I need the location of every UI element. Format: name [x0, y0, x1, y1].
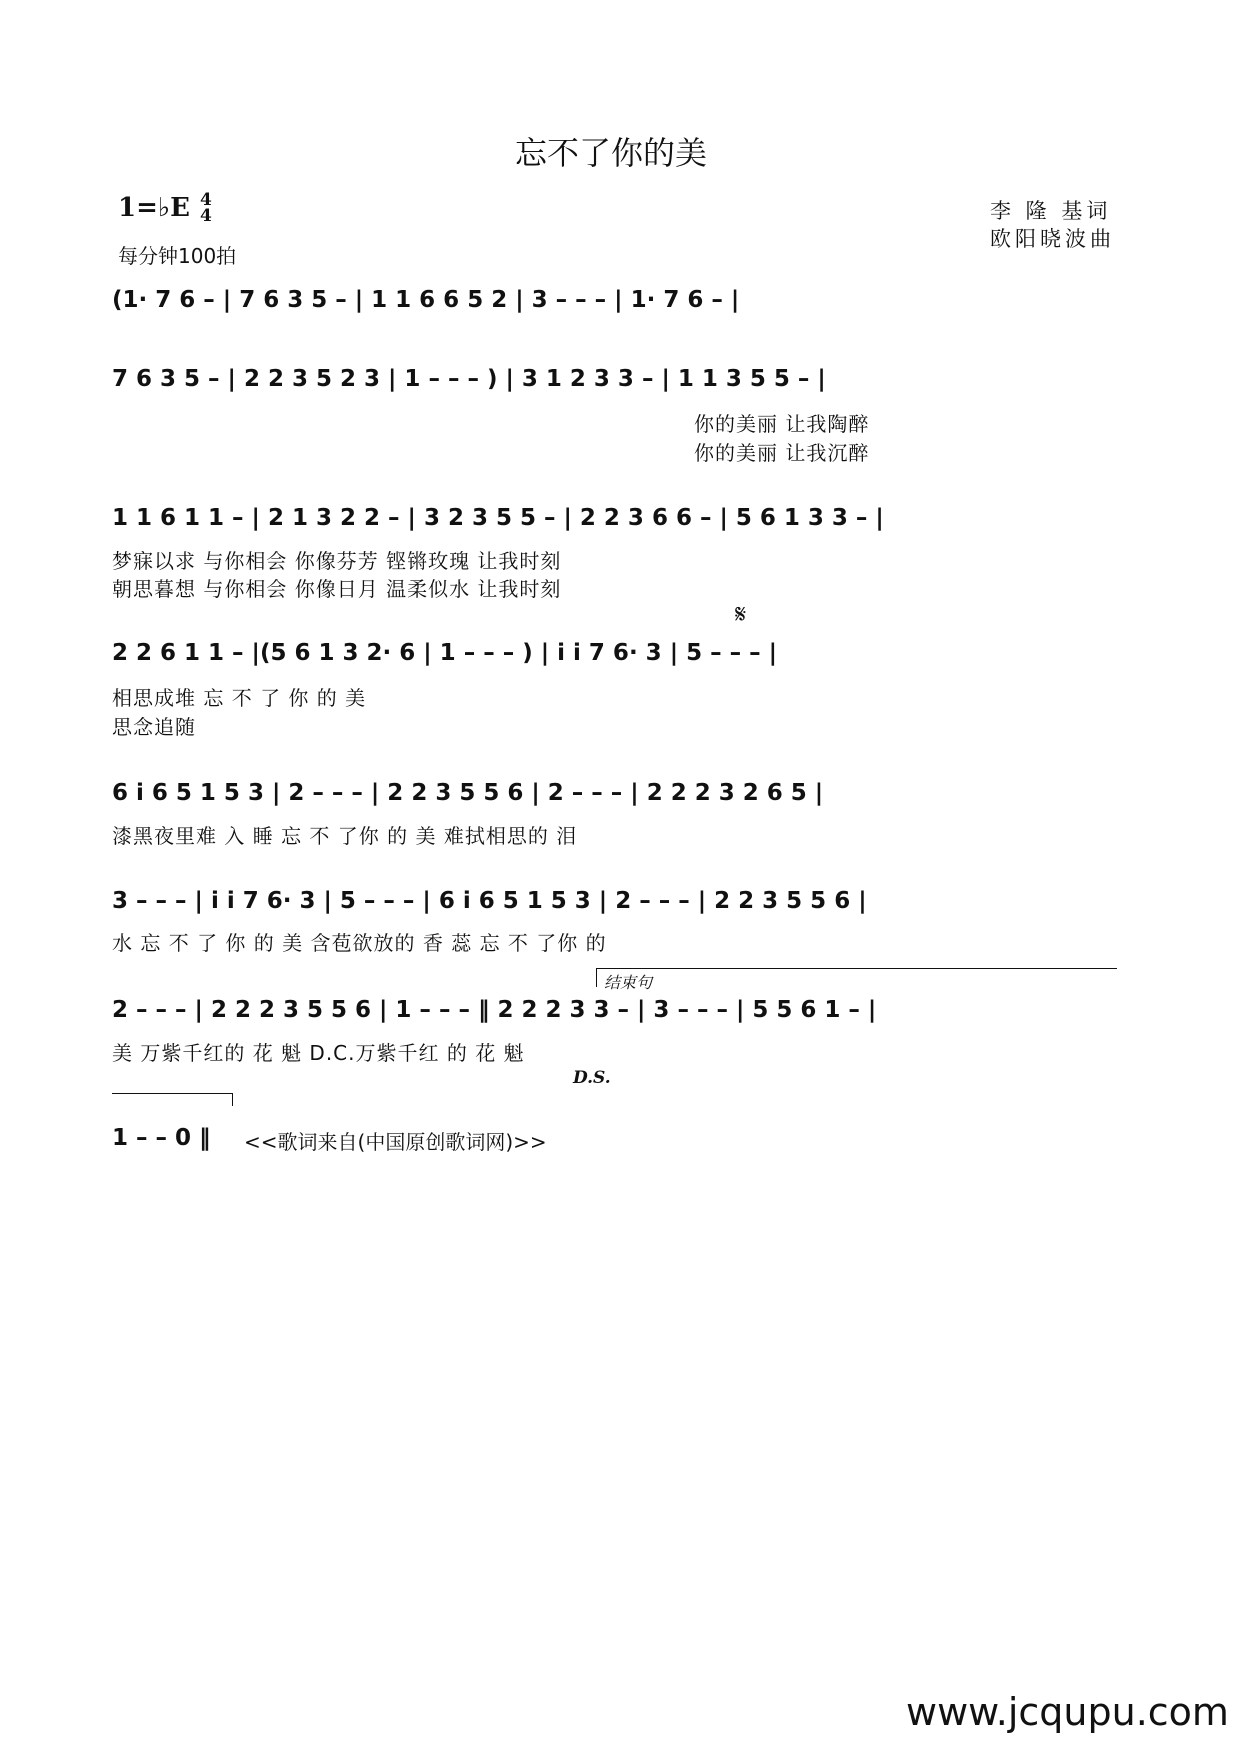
lyricist-credit: 李 隆 基词 — [990, 199, 1112, 223]
site-watermark: www.jcqupu.com — [906, 1690, 1229, 1734]
volta-label: 结束句 — [604, 973, 653, 992]
lyrics-row-4-verse-2: 思念追随 — [112, 715, 196, 739]
tie-continuation — [112, 1093, 233, 1106]
lyrics-row-4-verse-1: 相思成堆 忘 不 了 你 的 美 — [112, 686, 367, 710]
notation-row-5: 6 i 6 5 1 5 3 | 2 – – – | 2 2 3 5 5 6 | 2 – – – | 2 2 2 3 2 6 5 | — [112, 780, 824, 806]
tempo-marking: 每分钟100拍 — [118, 244, 237, 268]
notation-row-2: 7 6 3 5 – | 2 2 3 5 2 3 | 1 – – – ) | 3 1 2 3 3 – | 1 1 3 5 5 – | — [112, 366, 826, 392]
ds-marking: D.S. — [573, 1068, 611, 1088]
composer-credit: 欧阳晓波曲 — [990, 227, 1115, 251]
key-signature: 1=♭E — [118, 193, 190, 223]
lyrics-source-footer: <<歌词来自(中国原创歌词网)>> — [244, 1130, 547, 1154]
lyrics-row-6: 水 忘 不 了 你 的 美 含苞欲放的 香 蕊 忘 不 了你 的 — [112, 931, 607, 955]
time-signature: 4 4 — [200, 190, 212, 226]
notation-row-7: 2 – – – | 2 2 2 3 5 5 6 | 1 – – – ‖ 2 2 2 3 3 – | 3 – – – | 5 5 6 1 – | — [112, 997, 877, 1023]
lyrics-row-2-verse-2: 你的美丽 让我沉醉 — [694, 441, 870, 465]
notation-row-8: 1 – – 0 ‖ — [112, 1125, 211, 1151]
lyrics-row-3-verse-2: 朝思暮想 与你相会 你像日月 温柔似水 让我时刻 — [112, 577, 562, 601]
notation-row-3: 1 1 6 1 1 – | 2 1 3 2 2 – | 3 2 3 5 5 – | 2 2 3 6 6 – | 5 6 1 3 3 – | — [112, 505, 884, 531]
lyrics-row-3-verse-1: 梦寐以求 与你相会 你像芬芳 铿锵玫瑰 让我时刻 — [112, 549, 562, 573]
notation-row-6: 3 – – – | i i 7 6· 3 | 5 – – – | 6 i 6 5 1 5 3 | 2 – – – | 2 2 3 5 5 6 | — [112, 888, 867, 914]
notation-row-1: (1· 7 6 – | 7 6 3 5 – | 1 1 6 6 5 2 | 3 – – – | 1· 7 6 – | — [112, 287, 740, 313]
volta-bracket — [596, 968, 1117, 987]
page-title: 忘不了你的美 — [515, 134, 708, 172]
lyrics-row-2-verse-1: 你的美丽 让我陶醉 — [694, 412, 870, 436]
lyrics-row-7: 美 万紫千红的 花 魁 D.C.万紫千红 的 花 魁 — [112, 1041, 525, 1065]
lyrics-row-5: 漆黑夜里难 入 睡 忘 不 了你 的 美 难拭相思的 泪 — [112, 824, 578, 848]
segno-sign: 𝄋 — [735, 600, 747, 630]
notation-row-4: 2 2 6 1 1 – |(5 6 1 3 2· 6 | 1 – – – ) | i i 7 6· 3 | 5 – – – | — [112, 640, 778, 666]
